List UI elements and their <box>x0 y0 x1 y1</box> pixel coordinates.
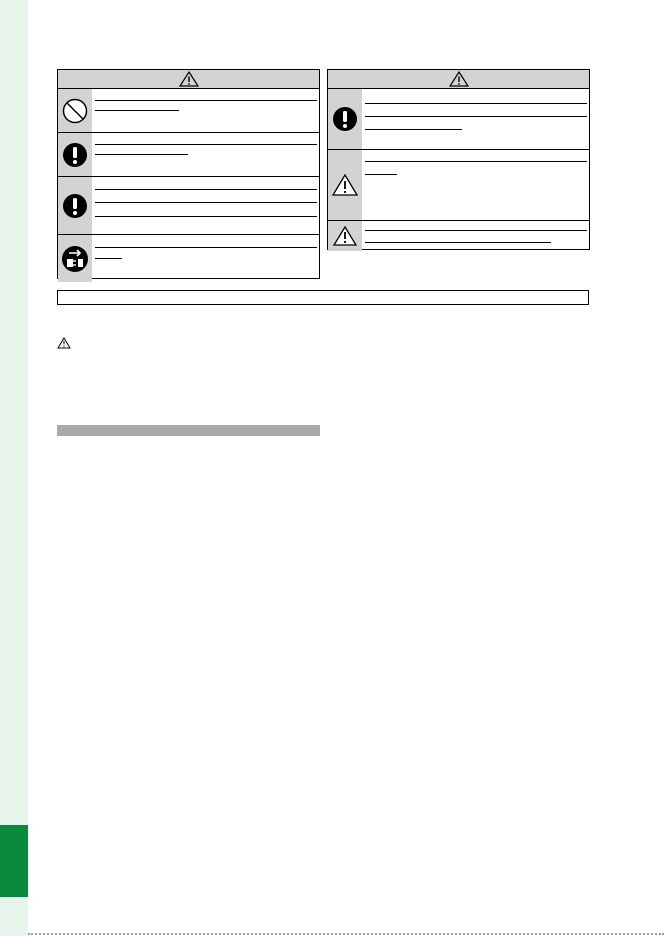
prohibited-icon <box>62 98 88 124</box>
side-strip <box>0 0 28 936</box>
warning-triangle-icon <box>179 71 199 87</box>
row-text-area <box>362 150 589 220</box>
warning-row <box>58 133 319 177</box>
warning-row <box>58 235 319 282</box>
warning-triangle-icon <box>57 337 71 349</box>
caution-icon-cell <box>328 150 362 220</box>
chapter-tab[interactable] <box>0 825 28 897</box>
warning-row <box>328 89 589 150</box>
warning-triangle-icon <box>332 174 358 196</box>
caution-icon-cell <box>328 221 362 251</box>
warning-box-right <box>327 69 590 250</box>
section-heading-bar <box>57 425 320 436</box>
warning-row <box>328 221 589 251</box>
warning-triangle-icon <box>333 226 357 246</box>
notice-bar <box>57 290 589 305</box>
warning-triangle-icon <box>449 71 469 87</box>
row-text-area <box>362 89 589 149</box>
unplug-icon <box>61 245 89 273</box>
mandatory-exclamation-icon <box>332 106 358 132</box>
row-text-area <box>92 89 319 132</box>
row-text-area <box>92 177 319 234</box>
prohibited-icon-cell <box>58 89 92 132</box>
bottom-border <box>28 933 664 935</box>
row-text-area <box>92 133 319 176</box>
warning-box-left-header <box>58 70 319 89</box>
unplug-icon-cell <box>58 235 92 282</box>
row-text-area <box>92 235 319 282</box>
mandatory-exclamation-icon <box>62 142 88 168</box>
mandatory-icon-cell <box>58 133 92 176</box>
warning-row <box>58 177 319 235</box>
mandatory-icon-cell <box>328 89 362 149</box>
warning-box-right-header <box>328 70 589 89</box>
warning-row <box>328 150 589 221</box>
row-text-area <box>362 221 589 251</box>
warning-box-left <box>57 69 320 279</box>
mandatory-exclamation-icon <box>62 193 88 219</box>
warning-row <box>58 89 319 133</box>
mandatory-icon-cell <box>58 177 92 234</box>
